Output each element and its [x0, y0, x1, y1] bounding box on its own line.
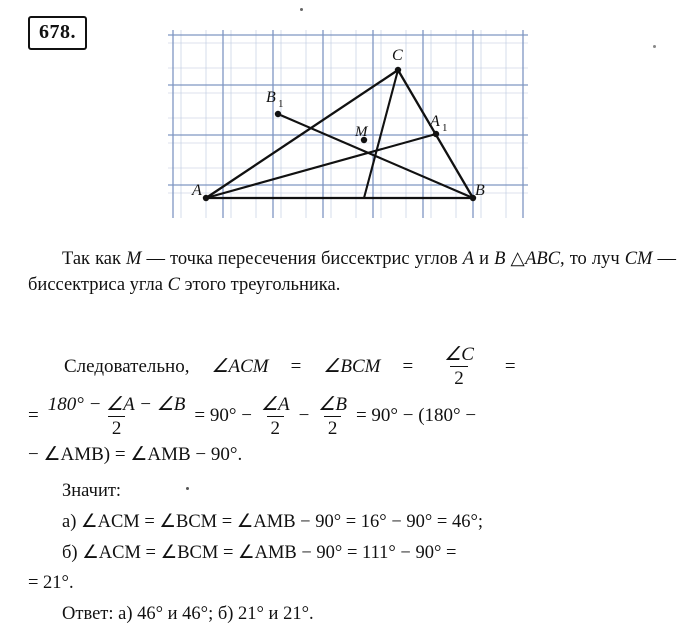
formula-line-3: [28, 443, 680, 466]
label-M: M: [355, 124, 368, 140]
fraction-angle-a-over-2: [257, 394, 294, 440]
label-B: B: [475, 182, 485, 199]
answer-line: Ответ: а) 46° и 46°; б) 21° и 21°.: [62, 604, 314, 625]
fraction-angle-c-over-2: [440, 344, 478, 390]
speck-top: [300, 8, 303, 11]
label-A1: A: [430, 113, 440, 130]
sledovatelno-lead: Следовательно,: [64, 355, 190, 377]
p1-part7: этого треугольника.: [179, 275, 341, 296]
item-b-line: б) ∠ACM = ∠BCM = ∠AMB − 90° = 111° − 90° =: [62, 542, 457, 563]
znachit-line: Значит:: [62, 481, 122, 501]
item-b-continuation: = 21°.: [28, 573, 74, 594]
eq-sign-1: =: [290, 355, 302, 377]
ninety-minus: = 90° −: [194, 405, 252, 427]
label-A: A: [192, 182, 202, 199]
p1-A: A: [462, 249, 475, 269]
frac1-numerator: ∠C: [444, 344, 474, 365]
frac4-numerator: ∠B: [318, 393, 347, 415]
fraction-angle-b-over-2: [314, 394, 351, 440]
bold-grid: [168, 30, 528, 218]
p1-M: M: [126, 249, 142, 269]
p1-part3: и: [474, 249, 495, 269]
p1-part1: Так как: [62, 249, 127, 269]
solution-paragraph-1: [28, 246, 676, 299]
frac3-denominator: 2: [267, 416, 285, 439]
item-a-line: а) ∠ACM = ∠BCM = ∠AMB − 90° = 16° − 90° = 46°;: [62, 511, 484, 532]
label-C: C: [392, 47, 403, 64]
frac1-denominator: 2: [450, 366, 468, 389]
tail-expression: = 90° − (180° −: [355, 405, 477, 427]
eq-sign-4: =: [28, 405, 39, 427]
p1-C: C: [167, 275, 180, 296]
solution-text: [28, 246, 676, 306]
fraction-big: [44, 394, 190, 440]
p1-part6: — биссектриса угла: [28, 249, 676, 296]
frac3-numerator: ∠A: [260, 393, 290, 415]
frac2-numerator: 180° − ∠A − ∠B: [47, 393, 186, 415]
formula-line-1: [28, 344, 680, 390]
speck-right: [653, 45, 656, 48]
formula-line-3-text: − ∠AMB) = ∠AMB − 90°.: [28, 444, 243, 466]
bcm-term: ∠BCM: [323, 356, 381, 378]
p1-part4: △: [505, 249, 526, 269]
conclusion-block: [28, 478, 680, 632]
label-B1-subscript: 1: [278, 98, 284, 110]
p1-B: B: [494, 249, 506, 269]
p1-part2: — точка пересечения биссектрис углов: [141, 249, 463, 269]
label-A1-subscript: 1: [442, 122, 448, 134]
problem-number: 678.: [28, 16, 87, 50]
eq-sign-3: =: [504, 355, 516, 377]
formula-derivation: [28, 344, 680, 466]
frac2-denominator: 2: [108, 416, 126, 439]
p1-part5: , то луч: [560, 249, 625, 269]
minus-sign: −: [298, 405, 310, 427]
p1-CM: CM: [624, 249, 653, 269]
frac4-denominator: 2: [324, 416, 342, 439]
geometry-figure: [168, 30, 528, 218]
formula-line-2: [28, 394, 680, 440]
label-B1: B: [266, 89, 276, 106]
fine-grid: [168, 30, 528, 218]
p1-ABC: ABC: [525, 249, 561, 269]
eq-sign-2: =: [402, 355, 414, 377]
acm-term: ∠ACM: [211, 356, 269, 378]
